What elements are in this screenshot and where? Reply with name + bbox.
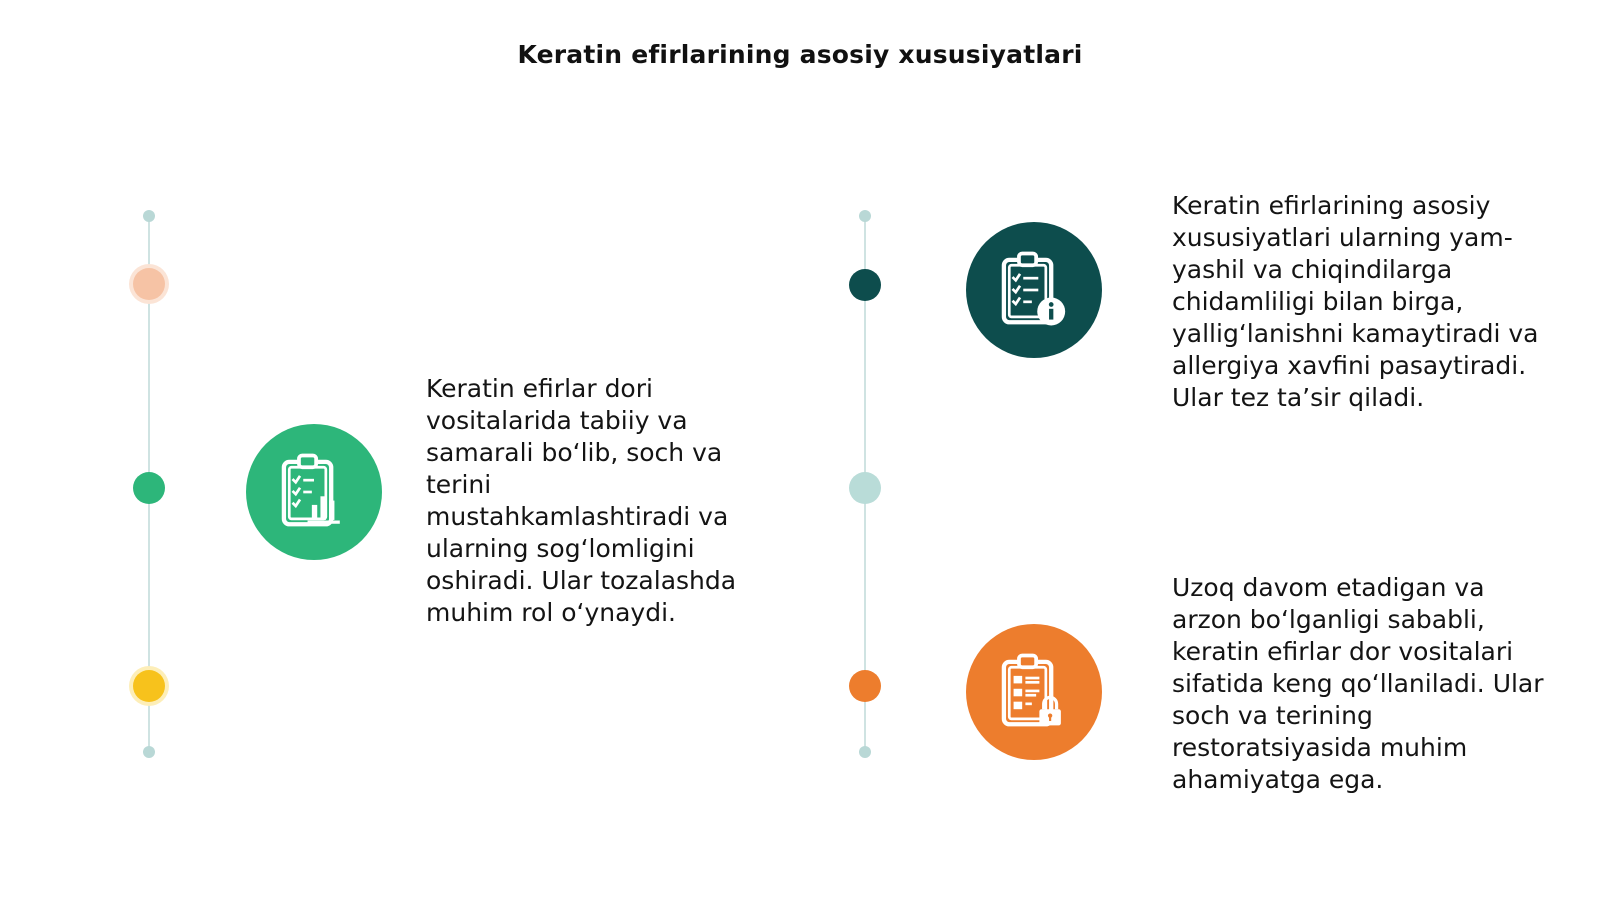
item-1-text: Keratin efirlar dori vositalarida tabiiy va samarali bo‘lib, soch va terini mustahkamlashtiradi va ularning sog‘lomligini oshiradi. Ular tozalashda muhim rol o‘ynaydi. [426,374,737,627]
timeline-end-dot [859,746,871,758]
clipboard-chart-icon-glyph [271,449,357,535]
clipboard-chart-icon [246,424,382,560]
page-title: Keratin efirlarining asosiy xususiyatlari [517,40,1083,69]
timeline-dot-dark-teal [849,269,881,301]
timeline-dot-peach [133,268,165,300]
timeline-dot-orange [849,670,881,702]
item-2-text: Keratin efirlarining asosiy xususiyatlari ularning yam-yashil va chiqindilarga chidamliligi bilan birga, yallig‘lanishni kamaytiradi va allergiya xavfini pasaytiradi. Ular tez ta’sir qiladi. [1172,191,1539,412]
timeline-right [845,210,885,760]
timeline-end-dot [143,746,155,758]
timeline-dot-yellow [133,670,165,702]
timeline-start-dot [859,210,871,222]
timeline-start-dot [143,210,155,222]
timeline-dot-light-teal [849,472,881,504]
timeline-left [129,210,169,760]
timeline-dot-green [133,472,165,504]
item-3-text: Uzoq davom etadigan va arzon bo‘lganligi sababli, keratin efirlar dor vositalari sifatida keng qo‘llaniladi. Ular soch va terining restoratsiyasida muhim ahamiyatga ega. [1172,573,1544,794]
clipboard-lock-icon [966,624,1102,760]
clipboard-info-icon [966,222,1102,358]
clipboard-info-icon-glyph [991,247,1077,333]
clipboard-lock-icon-glyph [991,649,1077,735]
